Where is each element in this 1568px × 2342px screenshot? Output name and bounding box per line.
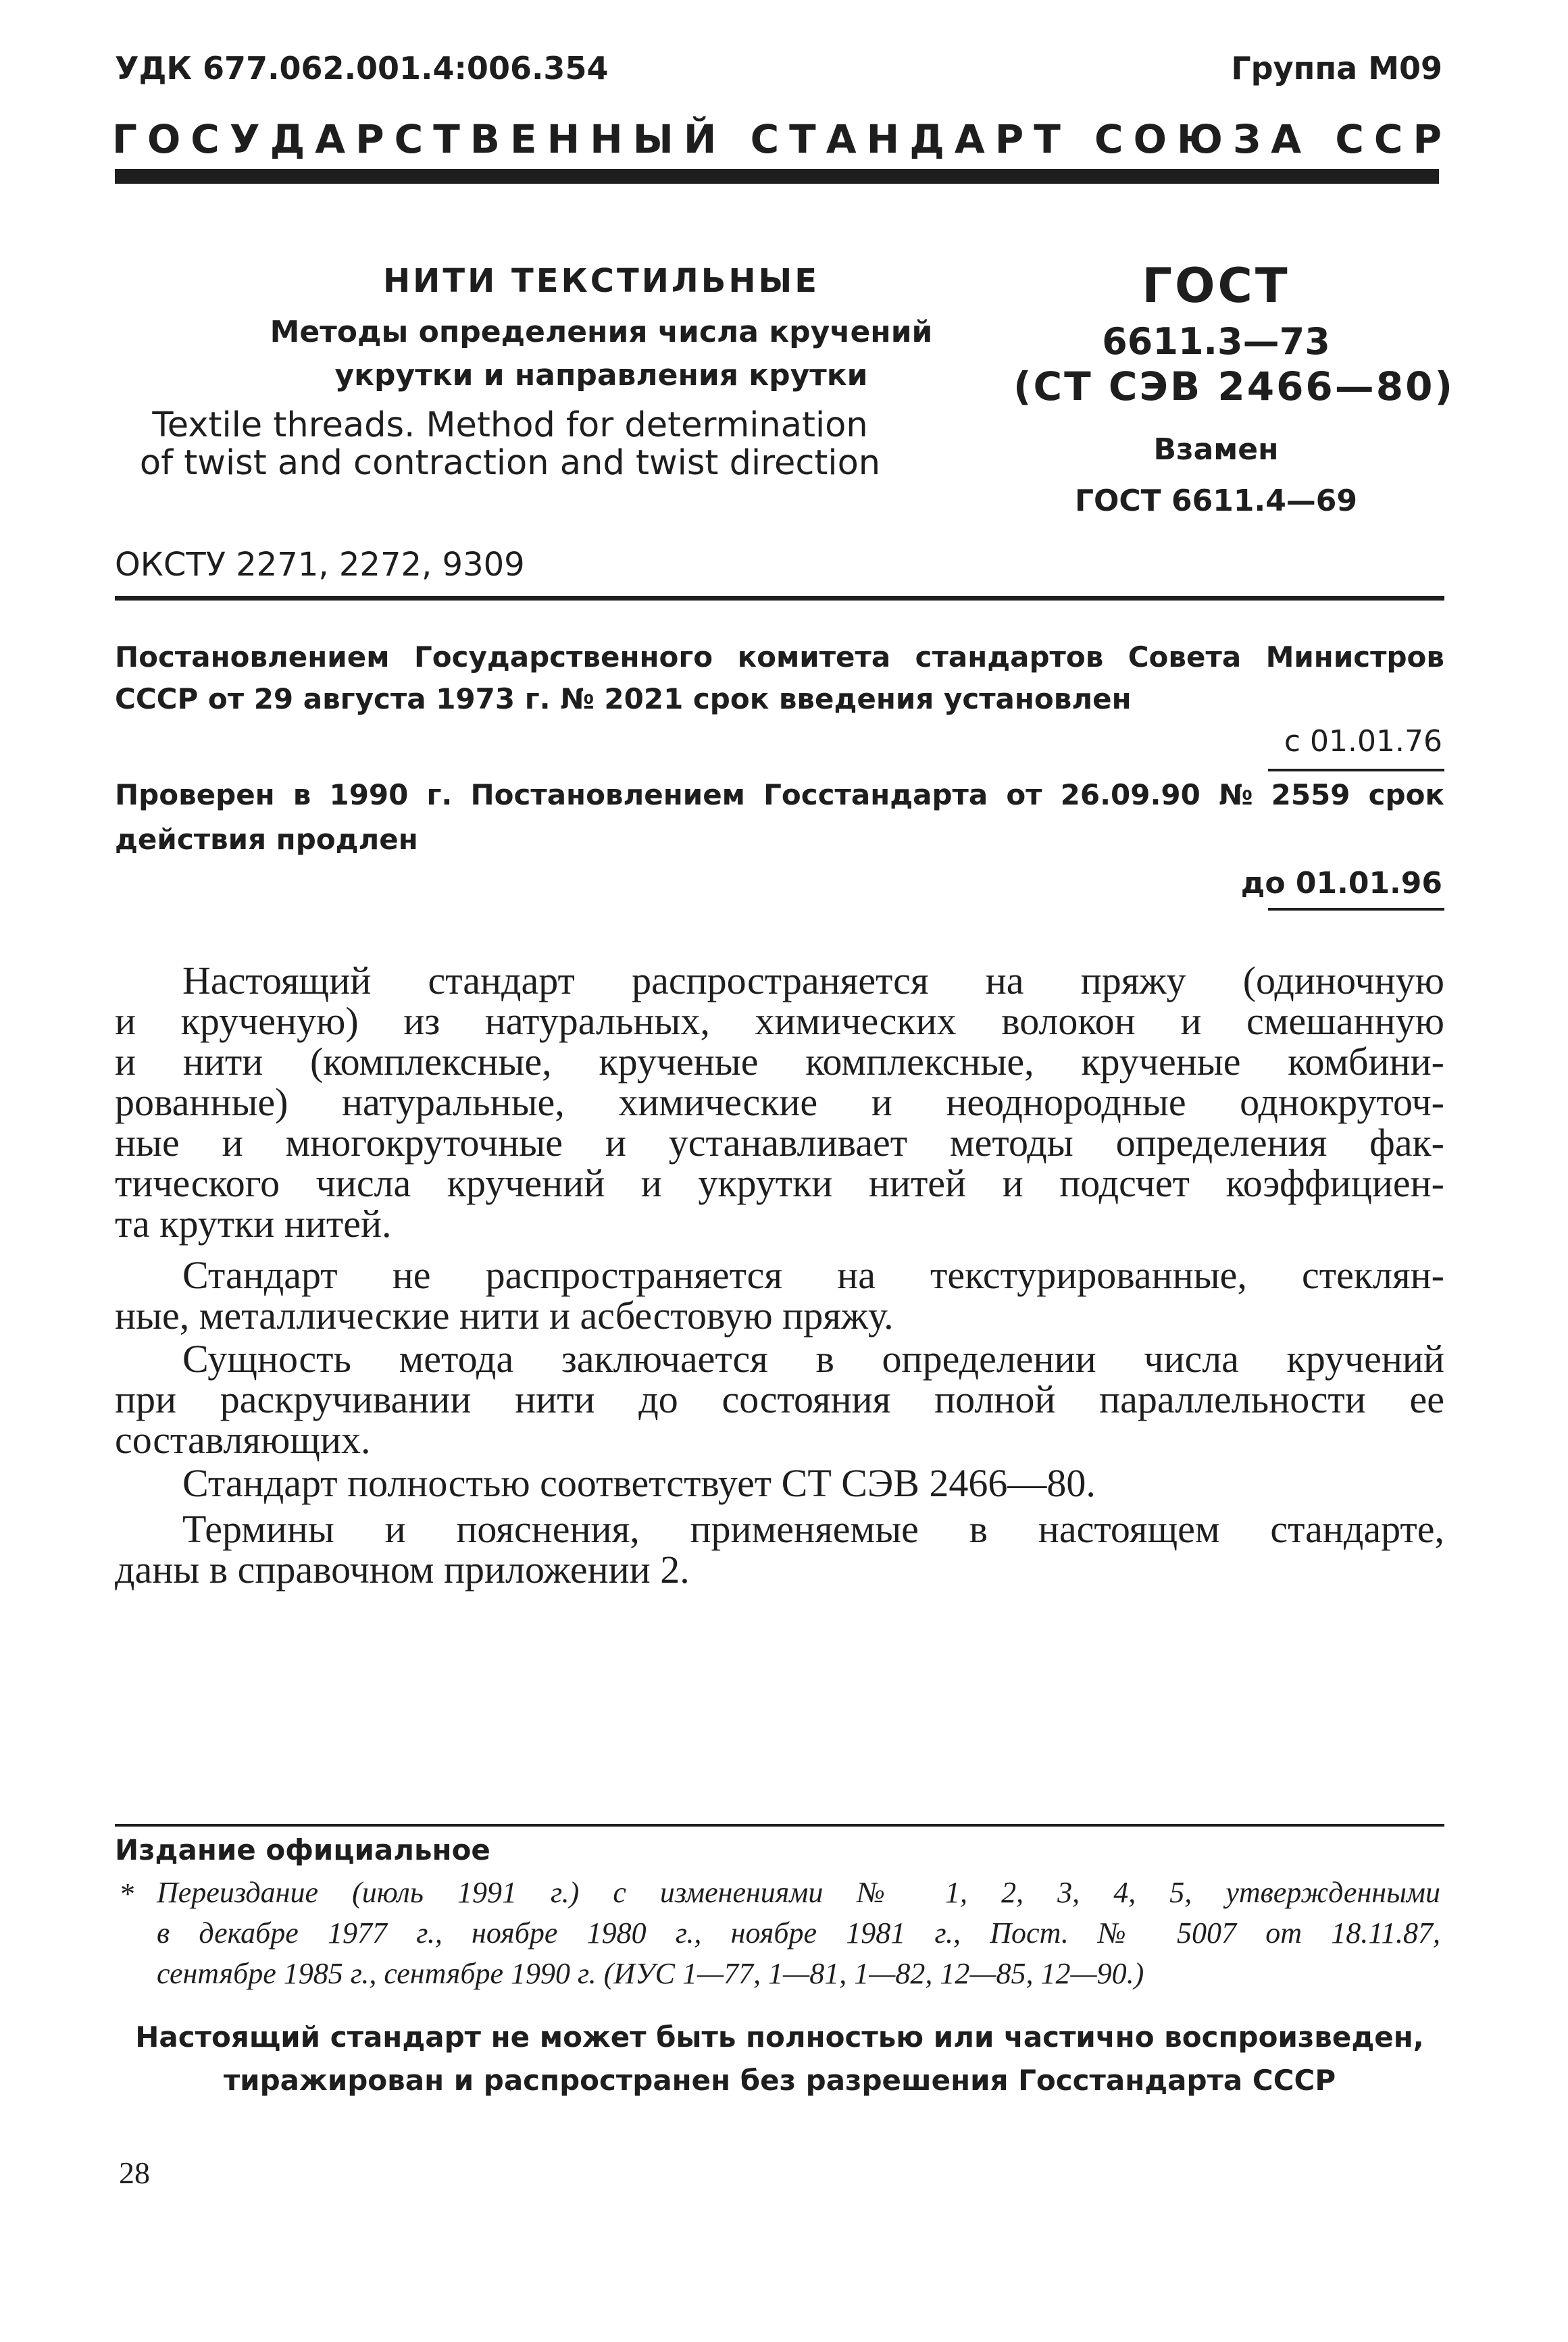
paragraph-line: ные и многокруточные и устанавливает методы определения фак- (115, 1121, 1444, 1165)
validity-date: до 01.01.96 (1240, 866, 1442, 900)
paragraph-line: рованные) натуральные, химические и неоднородные однокруточ- (115, 1080, 1444, 1124)
heading-gap (1071, 116, 1084, 162)
gost-number: 6611.3—73 (1102, 320, 1330, 363)
reissue-note (157, 1873, 1440, 1994)
heading-letter: Ы (632, 116, 674, 162)
heading-letter: Т (433, 116, 460, 162)
title-subtitle-line-1: Методы определения числа кручений (270, 315, 933, 349)
heading-letter: Т (789, 116, 816, 162)
heading-letter: З (1233, 116, 1261, 162)
divider-rule (115, 596, 1444, 601)
heading-letter: Р (1413, 116, 1442, 162)
paragraph-terms (115, 1509, 1444, 1590)
group-code: Группа М09 (1231, 50, 1442, 86)
heading-letter: Д (909, 116, 944, 162)
decree-word: Совета (1128, 640, 1242, 673)
gost-replaced-standard: ГОСТ 6611.4—69 (1074, 484, 1358, 518)
decree-word: Министров (1265, 640, 1444, 673)
heading-gap (726, 116, 740, 162)
page-number: 28 (119, 2156, 150, 2190)
heading-letter: Н (547, 116, 580, 162)
heading-letter: А (826, 116, 857, 162)
title-english-line-2: of twist and contraction and twist direction (139, 443, 881, 483)
heading-letter: С (1335, 116, 1364, 162)
verification-line-2: действия продлен (115, 823, 418, 856)
title-subtitle-line-2: укрутки и направления крутки (334, 358, 868, 392)
verification-word: Госстандарта (763, 778, 988, 811)
reissue-line: Переиздание (июль 1991 г.) с изменениями № 1, 2, 3, 4, 5, утвержденными (157, 1876, 1440, 1909)
reissue-line: сентябре 1985 г., сентябре 1990 г. (ИУС 1—77, 1—81, 1—82, 12—85, 12—90.) (157, 1957, 1144, 1990)
decree-word: комитета (737, 640, 891, 673)
heading-letter: Н (590, 116, 623, 162)
date-underline (1268, 908, 1444, 911)
heading-letter: О (147, 116, 181, 162)
oksty-codes: ОКСТУ 2271, 2272, 9309 (115, 546, 525, 584)
paragraph-line: тического числа кручений и укрутки нитей и подсчет коэффициен- (115, 1161, 1444, 1205)
footnote-asterisk: * (119, 1877, 134, 1910)
gost-st-sev: (СТ СЭВ 2466—80) (1013, 363, 1455, 409)
heading-letter: С (750, 116, 780, 162)
heading-letter: С (1094, 116, 1123, 162)
title-english-line-1: Textile threads. Method for determination (152, 405, 868, 445)
heading-letter: О (1133, 116, 1167, 162)
paragraph-scope (115, 961, 1444, 1244)
verification-word: Постановлением (470, 778, 746, 811)
heading-letter: Т (1034, 116, 1061, 162)
verification-word: № (1218, 778, 1253, 811)
reissue-line: в декабре 1977 г., ноябре 1980 г., ноябре 1981 г., Пост. № 5007 от 18.11.87, (157, 1916, 1440, 1950)
paragraph-compliance: Стандарт полностью соответствует СТ СЭВ 2466—80. (182, 1461, 1096, 1505)
heading-letter: У (229, 116, 260, 162)
paragraph-line: Стандарт не распространяется на текстурированные, стеклян- (182, 1253, 1444, 1297)
heading-letter: Д (270, 116, 305, 162)
paragraph-exclusions (115, 1255, 1444, 1336)
gost-replacement-label: Взамен (1153, 432, 1279, 467)
verification-word: 2559 (1271, 778, 1350, 811)
heading-letter: В (470, 116, 501, 162)
verification-word: Проверен (115, 778, 275, 811)
paragraph-method-essence (115, 1339, 1444, 1460)
heading-letter: С (1373, 116, 1403, 162)
introduction-date: с 01.01.76 (1284, 724, 1442, 759)
verification-word: 26.09.90 (1060, 778, 1200, 811)
verification-word: г. (426, 778, 453, 811)
verification-word: 1990 (329, 778, 409, 811)
decree-line-2: СССР от 29 августа 1973 г. № 2021 срок введения установлен (115, 682, 1132, 715)
decree-word: Государственного (413, 640, 713, 673)
heading-letter: Р (994, 116, 1024, 162)
paragraph-line: составляющих. (115, 1418, 371, 1462)
paragraph-line: та крутки нитей. (115, 1202, 392, 1246)
official-edition-label: Издание официальное (115, 1833, 490, 1866)
verification-line-1 (115, 778, 1444, 811)
gost-code: ГОСТ (1142, 258, 1290, 313)
paragraph-line: ные, металлические нити и асбестовую пряжу. (115, 1294, 894, 1338)
heading-letter: Ю (1176, 116, 1223, 162)
decree-line-1 (115, 640, 1444, 673)
heading-letter: А (315, 116, 346, 162)
paragraph-line: при раскручивании нити до состояния полной параллельности ее (115, 1377, 1444, 1421)
heading-letter: А (1271, 116, 1302, 162)
date-underline (1268, 769, 1444, 771)
verification-word: в (293, 778, 311, 811)
heading-letter: Г (112, 116, 137, 162)
paragraph-line: даны в справочном приложении 2. (115, 1548, 690, 1592)
paragraph-line: Сущность метода заключается в определении числа кручений (182, 1337, 1444, 1381)
heading-letter: С (394, 116, 424, 162)
title-main: НИТИ ТЕКСТИЛЬНЫЕ (382, 262, 820, 300)
decree-word: Постановлением (115, 640, 390, 673)
verification-word: от (1006, 778, 1042, 811)
paragraph-line: Настоящий стандарт распространяется на пряжу (одиночную (182, 959, 1444, 1002)
copyright-notice-line-1: Настоящий стандарт не может быть полностью или частично воспроизведен, (135, 2020, 1424, 2054)
heading-gap (1311, 116, 1325, 162)
paragraph-line: Термины и пояснения, применяемые в настоящем стандарте, (182, 1507, 1444, 1551)
heading-letter: А (954, 116, 985, 162)
decree-word: стандартов (915, 640, 1104, 673)
header-rule (115, 169, 1439, 184)
state-standard-heading (112, 116, 1442, 162)
heading-letter: Е (510, 116, 537, 162)
heading-letter: Н (866, 116, 900, 162)
heading-letter: Р (355, 116, 384, 162)
paragraph-line: и крученую) из натуральных, химических волокон и смешанную (115, 999, 1444, 1043)
heading-letter: Й (683, 116, 717, 162)
copyright-notice-line-2: тиражирован и распространен без разрешения Госстандарта СССР (223, 2064, 1336, 2097)
verification-word: срок (1368, 778, 1444, 811)
paragraph-line: и нити (комплексные, крученые комплексные, крученые комбини- (115, 1040, 1444, 1084)
udk-code: УДК 677.062.001.4:006.354 (115, 50, 609, 86)
heading-letter: С (191, 116, 220, 162)
copyright-notice (115, 2016, 1444, 2102)
footer-rule (115, 1824, 1444, 1827)
